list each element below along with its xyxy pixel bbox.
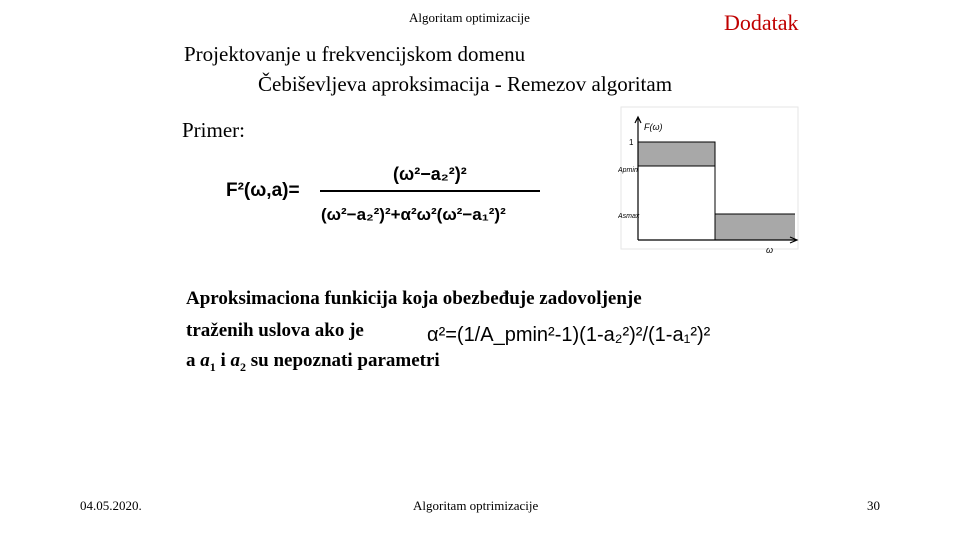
footer-date: 04.05.2020. <box>80 498 142 513</box>
footer-title: Algoritam optrimizacije <box>413 498 539 513</box>
plot-x-label: ω <box>766 245 774 254</box>
slide-title-line2: Čebiševljeva aproksimacija - Remezov algoritam <box>258 72 673 96</box>
plot-tick-asmax: Asmax <box>618 213 640 220</box>
formula-denominator: (ω²−a₂²)²+α²ω²(ω²−a₁²)² <box>321 205 506 224</box>
var-a2: a <box>230 350 241 371</box>
body-line-3-mid: i <box>215 350 231 371</box>
sub-1: 1 <box>209 359 216 374</box>
body-line-3-suffix: su nepoznati parametri <box>246 350 440 371</box>
body-line-3-prefix: a <box>186 350 201 371</box>
f-omega-plot <box>618 104 803 254</box>
body-line-3 <box>186 350 440 375</box>
plot-y-label: F(ω) <box>644 122 663 132</box>
formula-lhs: F²(ω,a)= <box>226 180 300 201</box>
body-line-2: traženih uslova ako je <box>186 320 364 341</box>
header-tag: Dodatak <box>724 10 799 35</box>
alpha-formula: α²=(1/A_pmin²-1)(1-a₂²)²/(1-a₁²)² <box>427 324 711 346</box>
sub-2: 2 <box>240 359 247 374</box>
plot-tick-apmin: Apmin <box>618 167 638 174</box>
slide-title-line1: Projektovanje u frekvencijskom domenu <box>184 42 526 66</box>
formula-numerator: (ω²−a₂²)² <box>393 164 467 184</box>
formula-image <box>218 150 548 235</box>
stopband-shaded-region <box>715 214 795 240</box>
page-number: 30 <box>867 498 880 513</box>
plot-tick-1: 1 <box>629 138 634 147</box>
var-a1: a <box>200 350 210 371</box>
body-line-1: Aproksimaciona funkicija koja obezbeđuje zadovoljenje <box>186 288 642 309</box>
primer-label: Primer: <box>182 118 245 142</box>
passband-shaded-region <box>638 142 715 166</box>
header-title: Algoritam optimizacije <box>409 10 530 25</box>
alpha-formula-image <box>425 314 730 354</box>
